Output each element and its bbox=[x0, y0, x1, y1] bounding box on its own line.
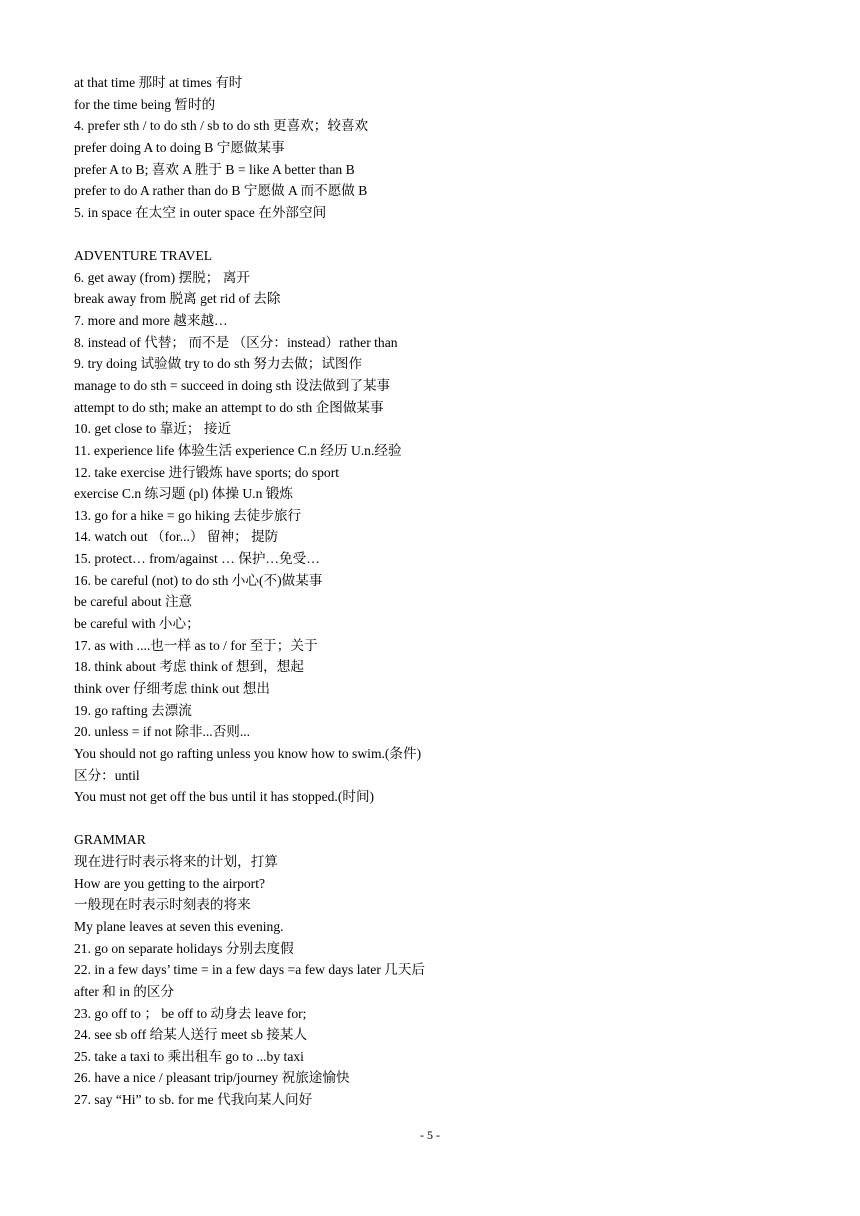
text-line: prefer A to B; 喜欢 A 胜于 B = like A better than B bbox=[74, 161, 355, 177]
text-line: for the time being 暂时的 bbox=[74, 96, 216, 112]
text-line: prefer doing A to doing B 宁愿做某事 bbox=[74, 139, 285, 155]
text-line: ADVENTURE TRAVEL bbox=[74, 248, 213, 264]
blank-line bbox=[74, 808, 794, 830]
text-line: prefer to do A rather than do B 宁愿做 A 而不愿做 B bbox=[74, 183, 368, 199]
text-line: 区分：until bbox=[74, 767, 140, 783]
page-number: - 5 - bbox=[420, 1128, 440, 1142]
text-line: 25. take a taxi to 乘出租车 go to ...by taxi bbox=[74, 1048, 304, 1064]
text-line: at that time 那时 at times 有时 bbox=[74, 75, 243, 90]
text-line: 4. prefer sth / to do sth / sb to do sth 更喜欢；较喜欢 bbox=[74, 118, 369, 134]
text-line: GRAMMAR bbox=[74, 832, 146, 848]
text-line: 22. in a few days’ time = in a few days =a few days later 几天后 bbox=[74, 962, 426, 978]
text-line: 13. go for a hike = go hiking 去徒步旅行 bbox=[74, 507, 302, 523]
text-line: 12. take exercise 进行锻炼 have sports; do sport bbox=[74, 464, 340, 480]
text-line: 20. unless = if not 除非...否则... bbox=[74, 724, 251, 740]
text-line: 8. instead of 代替； 而不是 （区分：instead）rather than bbox=[74, 334, 398, 350]
text-line: 10. get close to 靠近； 接近 bbox=[74, 421, 232, 437]
text-line: 16. be careful (not) to do sth 小心(不)做某事 bbox=[74, 572, 323, 588]
text-line: manage to do sth = succeed in doing sth 设法做到了某事 bbox=[74, 377, 391, 393]
text-line: 23. go off to ； be off to 动身去 leave for; bbox=[74, 1005, 307, 1021]
text-line: be careful with 小心； bbox=[74, 616, 200, 632]
text-line: 26. have a nice / pleasant trip/journey 祝旅途愉快 bbox=[74, 1070, 350, 1086]
text-line: break away from 脱离 get rid of 去除 bbox=[74, 291, 281, 307]
text-line: 18. think about 考虑 think of 想到，想起 bbox=[74, 659, 304, 675]
text-line: 6. get away (from) 摆脱； 离开 bbox=[74, 269, 250, 285]
text-line: My plane leaves at seven this evening. bbox=[74, 918, 284, 934]
text-line: 现在进行时表示将来的计划，打算 bbox=[74, 854, 278, 870]
text-line: 17. as with ....也一样 as to / for 至于；关于 bbox=[74, 637, 318, 653]
text-line: 24. see sb off 给某人送行 meet sb 接某人 bbox=[74, 1027, 308, 1043]
text-line: after 和 in 的区分 bbox=[74, 983, 175, 999]
page-content bbox=[74, 72, 794, 1111]
text-line: How are you getting to the airport? bbox=[74, 875, 266, 891]
text-line: 一般现在时表示时刻表的将来 bbox=[74, 897, 251, 913]
text-line: 21. go on separate holidays 分别去度假 bbox=[74, 940, 294, 956]
text-line: 19. go rafting 去漂流 bbox=[74, 702, 192, 718]
text-line: think over 仔细考虑 think out 想出 bbox=[74, 680, 270, 696]
text-line: attempt to do sth; make an attempt to do sth 企图做某事 bbox=[74, 399, 384, 415]
text-line: 5. in space 在太空 in outer space 在外部空间 bbox=[74, 204, 327, 220]
text-line: 7. more and more 越来越… bbox=[74, 313, 228, 329]
text-line: 11. experience life 体验生活 experience C.n 经历 U.n.经验 bbox=[74, 442, 402, 458]
text-line: 27. say “Hi” to sb. for me 代我向某人问好 bbox=[74, 1092, 313, 1108]
text-line: exercise C.n 练习题 (pl) 体操 U.n 锻炼 bbox=[74, 486, 293, 502]
text-line: You should not go rafting unless you know how to swim.(条件) bbox=[74, 745, 422, 761]
text-line: You must not get off the bus until it has stopped.(时间) bbox=[74, 789, 375, 805]
text-line: be careful about 注意 bbox=[74, 594, 193, 610]
text-line: 9. try doing 试验做 try to do sth 努力去做；试图作 bbox=[74, 356, 363, 372]
text-line: 15. protect… from/against … 保护…免受… bbox=[74, 551, 320, 567]
text-line: 14. watch out （for...） 留神； 提防 bbox=[74, 529, 279, 545]
blank-line bbox=[74, 223, 794, 245]
